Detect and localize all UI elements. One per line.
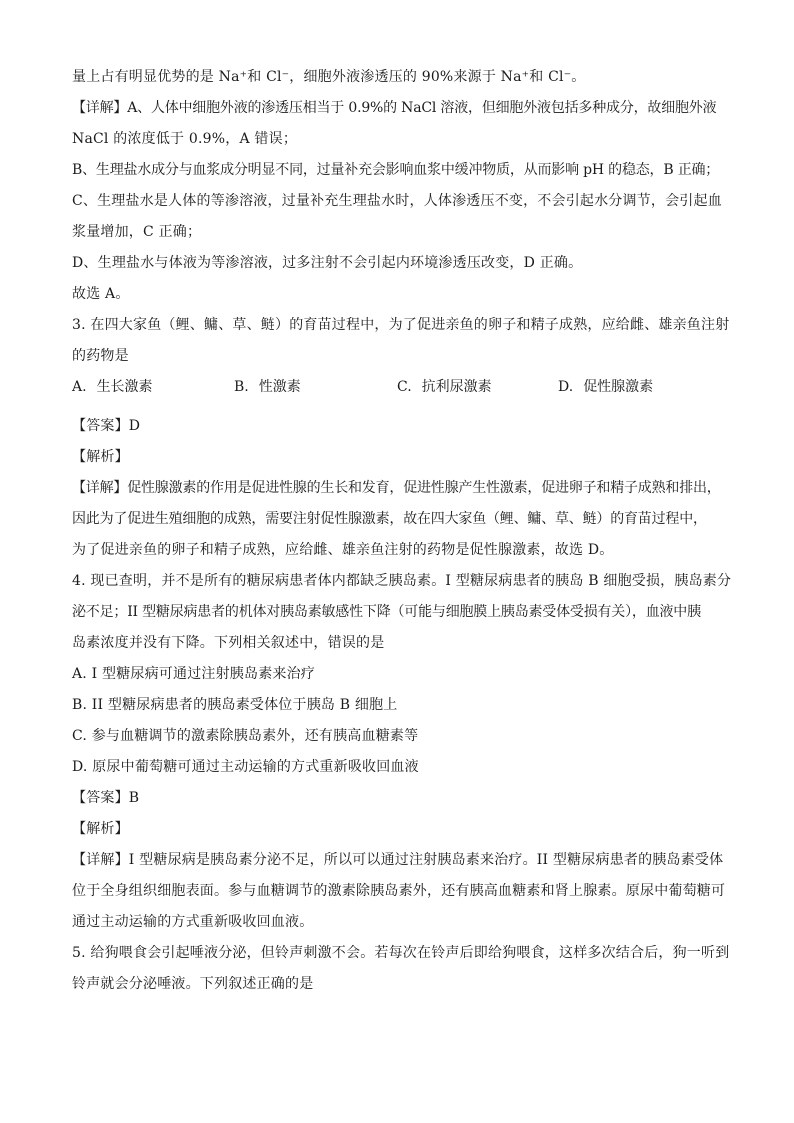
option-d: D. 促性腺激素 [558,379,654,395]
text-line: D、生理盐水与体液为等渗溶液，过多注射不会引起内环境渗透压改变，D 正确。 [72,255,583,271]
detail-line: 【详解】I 型糖尿病是胰岛素分泌不足，所以可以通过注射胰岛素来治疗。II 型糖尿病患者的胰岛素受体 [72,852,724,868]
text-line: C、生理盐水是人体的等渗溶液，过量补充生理盐水时，人体渗透压不变，不会引起水分调节，会引起血 [72,193,722,209]
detail-line: 因此为了促进生殖细胞的成熟，需要注射促性腺激素，故在四大家鱼（鲤、鳙、草、鲢）的育苗过程中， [72,511,707,527]
analysis-label: 【解析】 [72,821,129,837]
question-4-stem: 4. 现已查明，并不是所有的糖尿病患者体内都缺乏胰岛素。I 型糖尿病患者的胰岛 B 细胞受损，胰岛素分 [72,573,732,589]
text-line: B、生理盐水成分与血浆成分明显不同，过量补充会影响血浆中缓冲物质，从而影响 pH 的稳态，B 正确； [72,162,720,178]
option-a: A. 生长激素 [72,379,153,395]
question-4-stem: 泌不足；II 型糖尿病患者的机体对胰岛素敏感性下降（可能与细胞膜上胰岛素受体受损有关），血液中胰 [72,604,701,620]
question-3-options [72,372,732,403]
option-b: B. 性激素 [234,379,301,395]
option-c: C. 抗利尿激素 [397,379,492,395]
question-4-stem: 岛素浓度并没有下降。下列相关叙述中，错误的是 [72,635,385,651]
text-line: 【详解】A、人体中细胞外液的渗透压相当于 0.9%的 NaCl 溶液，但细胞外液包括多种成分，故细胞外液 [72,100,717,116]
question-3-stem: 的药物是 [72,348,129,364]
answer-label: 【答案】D [72,418,141,434]
text-line: 量上占有明显优势的是 Na⁺和 Cl⁻，细胞外液渗透压的 90%来源于 Na⁺和 Cl⁻。 [72,69,586,85]
question-3-stem: 3. 在四大家鱼（鲤、鳙、草、鲢）的育苗过程中，为了促进亲鱼的卵子和精子成熟，应给雌、雄亲鱼注射 [72,317,730,333]
text-line: NaCl 的浓度低于 0.9%，A 错误； [72,131,298,147]
detail-line: 通过主动运输的方式重新吸收回血液。 [72,914,314,930]
detail-line: 位于全身组织细胞表面。参与血糖调节的激素除胰岛素外，还有胰高血糖素和肾上腺素。原尿中葡萄糖可 [72,883,726,899]
detail-line: 【详解】促性腺激素的作用是促进性腺的生长和发育，促进性腺产生性激素，促进卵子和精子成熟和排出， [72,480,721,496]
text-line: 故选 A。 [72,286,130,302]
option-d: D. 原尿中葡萄糖可通过主动运输的方式重新吸收回血液 [72,759,419,775]
option-b: B. II 型糖尿病患者的胰岛素受体位于胰岛 B 细胞上 [72,697,398,713]
question-5-stem: 铃声就会分泌唾液。下列叙述正确的是 [72,976,314,992]
answer-label: 【答案】B [72,790,140,806]
question-5-stem: 5. 给狗喂食会引起唾液分泌，但铃声刺激不会。若每次在铃声后即给狗喂食，这样多次结合后，狗一听到 [72,945,730,961]
option-a: A. I 型糖尿病可通过注射胰岛素来治疗 [72,666,315,682]
option-c: C. 参与血糖调节的激素除胰岛素外，还有胰高血糖素等 [72,728,419,744]
document-body [72,62,732,1000]
text-line: 浆量增加，C 正确； [72,224,202,240]
analysis-label: 【解析】 [72,449,129,465]
detail-line: 为了促进亲鱼的卵子和精子成熟，应给雌、雄亲鱼注射的药物是促性腺激素，故选 D。 [72,542,614,558]
